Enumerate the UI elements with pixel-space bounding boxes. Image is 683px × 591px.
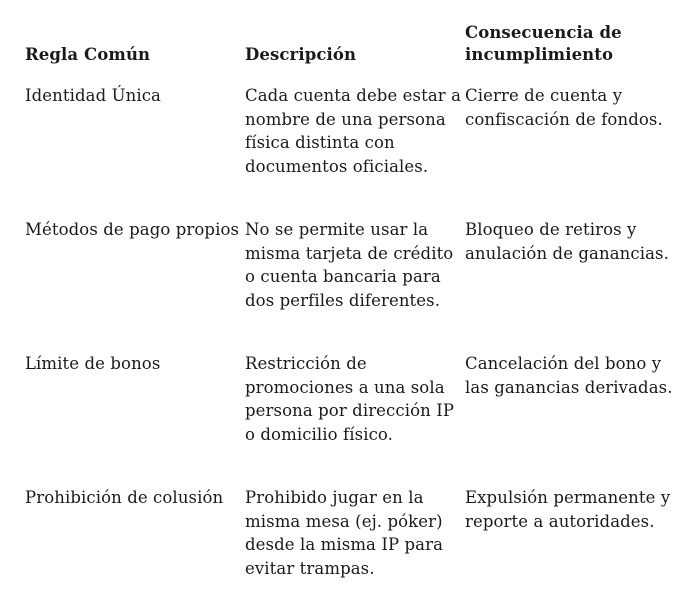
rule-description-cell: Cada cuenta debe estar a nombre de una persona física distinta con documentos oficiales. [245, 86, 462, 176]
rule-description-cell: No se permite usar la misma tarjeta de crédito o cuenta bancaria para dos perfiles diferentes. [245, 220, 454, 310]
table-row [25, 352, 675, 468]
rule-consequence-cell: Expulsión permanente y reporte a autoridades. [465, 488, 671, 531]
table-row [25, 486, 675, 580]
table-row [25, 218, 675, 334]
rule-name-cell: Prohibición de colusión [25, 488, 224, 507]
header-consecuencia: Consecuencia de incumplimiento [465, 23, 622, 64]
header-regla-comun: Regla Común [25, 45, 151, 64]
rule-name-cell: Identidad Única [25, 86, 161, 105]
rule-consequence-cell: Cierre de cuenta y confiscación de fondos. [465, 86, 663, 129]
rule-consequence-cell: Cancelación del bono y las ganancias derivadas. [465, 354, 673, 397]
rules-table [25, 18, 675, 580]
rule-description-cell: Restricción de promociones a una sola persona por dirección IP o domicilio físico. [245, 354, 455, 444]
table-row [25, 84, 675, 200]
rule-name-cell: Métodos de pago propios [25, 220, 240, 239]
rule-consequence-cell: Bloqueo de retiros y anulación de ganancias. [465, 220, 669, 263]
rule-name-cell: Límite de bonos [25, 354, 161, 373]
header-descripcion: Descripción [245, 45, 357, 64]
rule-description-cell: Prohibido jugar en la misma mesa (ej. póker) desde la misma IP para evitar trampas. [245, 488, 444, 578]
table-header-row [25, 18, 675, 66]
